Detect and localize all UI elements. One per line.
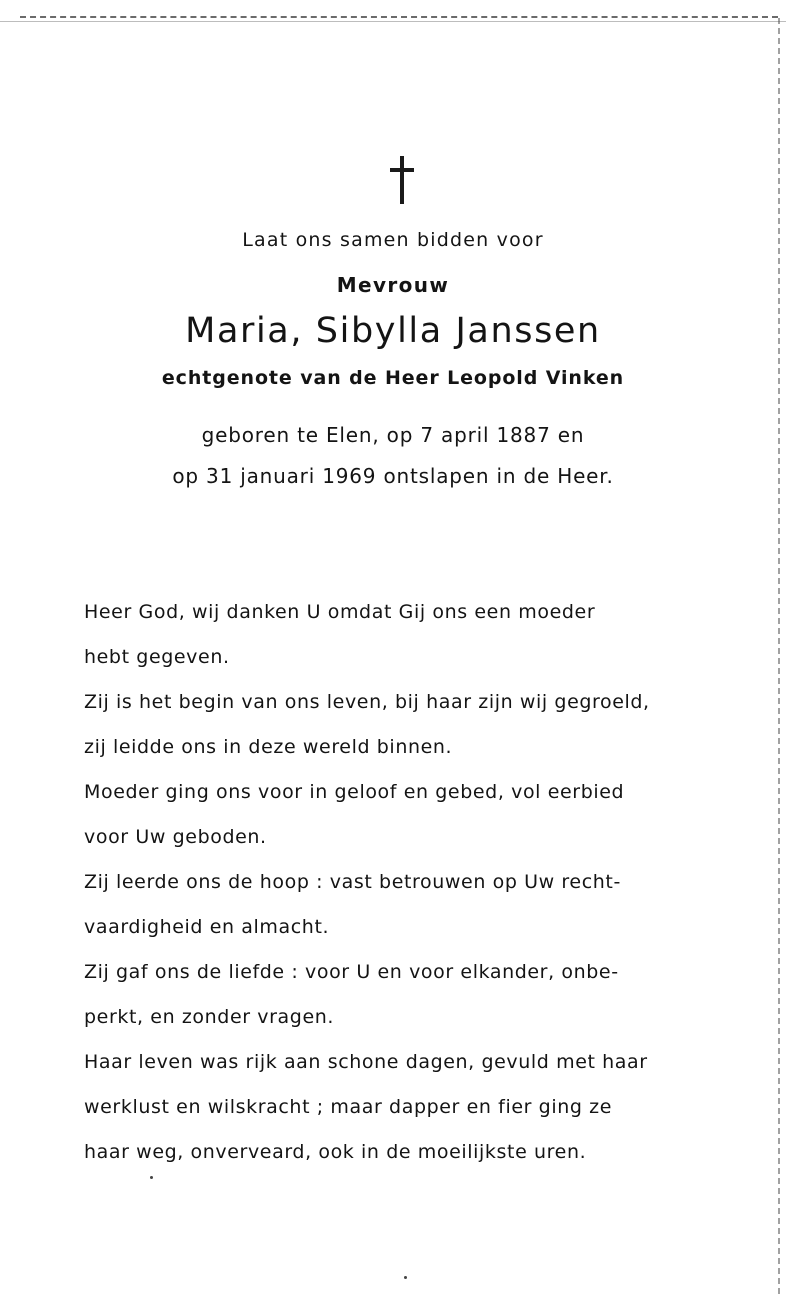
prayer-line: Haar leven was rijk aan schone dagen, gevuld met haar [84,1051,648,1073]
prayer-line: voor Uw geboden. [84,826,267,848]
birth-line: geboren te Elen, op 7 april 1887 en [201,423,585,447]
prayer-line: Zij leerde ons de hoop : vast betrouwen op Uw recht- [84,871,621,893]
deceased-name: Maria, Sibylla Janssen [185,311,601,351]
scan-right-edge [778,18,780,1294]
prayer-text [84,597,744,1182]
prayer-line: Heer God, wij danken U omdat Gij ons een moeder [84,601,596,623]
cross-icon [388,156,416,204]
spouse-line: echtgenote van de Heer Leopold Vinken [161,367,625,389]
prayer-line: haar weg, onverveard, ook in de moeilijkste uren. [84,1141,587,1163]
prayer-line: werklust en wilskracht ; maar dapper en fier ging ze [84,1096,613,1118]
prayer-line: vaardigheid en almacht. [84,916,330,938]
scan-speck [404,1276,407,1279]
prayer-line: hebt gegeven. [84,646,230,668]
prayer-line: Moeder ging ons voor in geloof en gebed, vol eerbied [84,781,625,803]
honorific: Mevrouw [336,273,450,297]
prayer-line: Zij gaf ons de liefde : voor U en voor elkander, onbe- [84,961,619,983]
death-line: op 31 januari 1969 ontslapen in de Heer. [172,464,614,488]
scan-top-edge [20,16,778,18]
prayer-line: zij leidde ons in deze wereld binnen. [84,736,453,758]
prayer-line: perkt, en zonder vragen. [84,1006,335,1028]
scan-top-border [0,21,786,22]
prayer-line: Zij is het begin van ons leven, bij haar zijn wij gegroeld, [84,691,650,713]
prayer-call: Laat ons samen bidden voor [242,229,544,251]
